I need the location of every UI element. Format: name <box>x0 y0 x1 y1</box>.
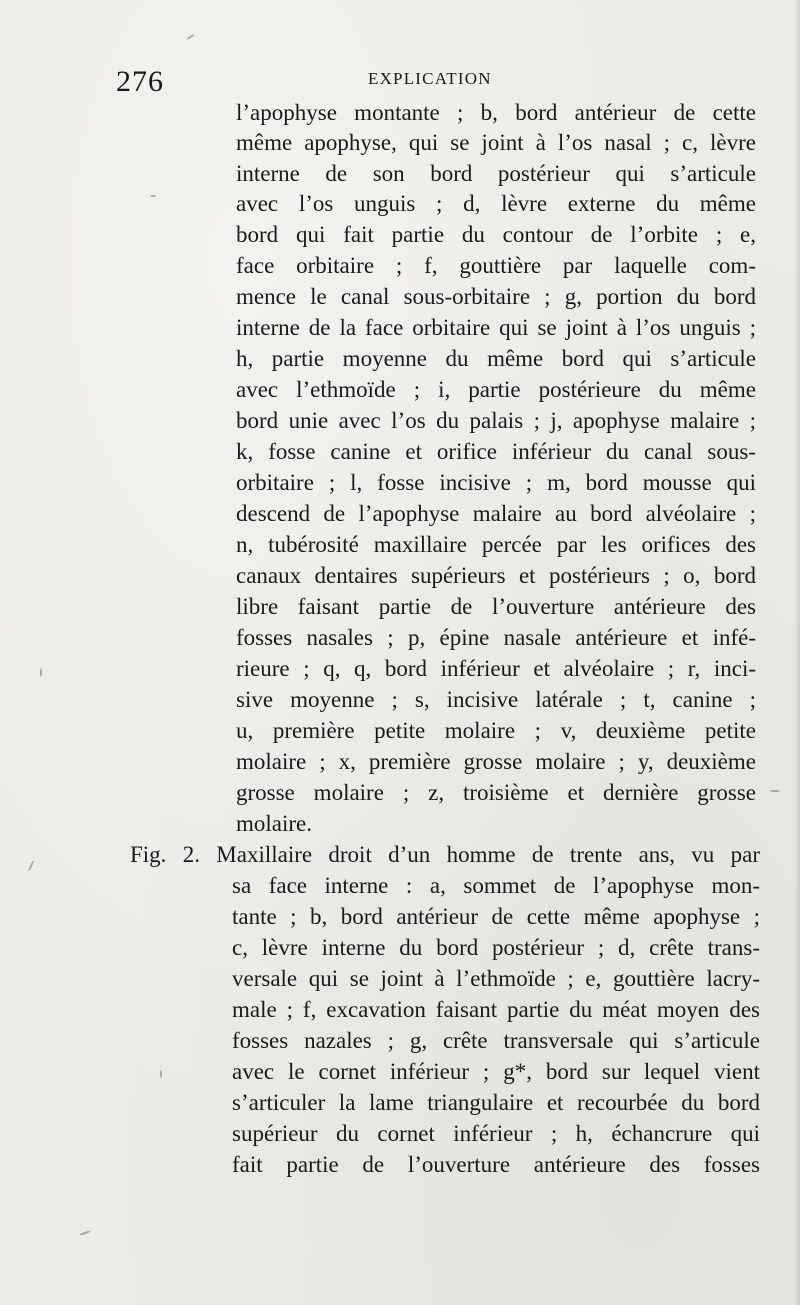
text-line: k, fosse canine et orifice inférieur du canal sous- <box>236 439 756 464</box>
paper-speck <box>79 1230 91 1236</box>
text-line: c, lèvre interne du bord postérieur ; d, crête trans- <box>232 935 760 960</box>
text-line: grosse molaire ; z, troisième et dernière grosse <box>236 780 756 805</box>
running-head: EXPLICATION <box>368 69 492 88</box>
text-line: descend de l’apophyse malaire au bord alvéolaire ; <box>236 501 756 526</box>
text-line: face orbitaire ; f, gouttière par laquelle com- <box>236 253 756 278</box>
paper-speck <box>28 860 35 872</box>
text-line: interne de la face orbitaire qui se joint à l’os unguis ; <box>236 315 756 340</box>
text-line: molaire ; x, première grosse molaire ; y, deuxième <box>236 749 756 774</box>
text-line: fait partie de l’ouverture antérieure des fosses <box>232 1152 760 1177</box>
text-line: tante ; b, bord antérieur de cette même apophyse ; <box>232 904 760 929</box>
text-line: mence le canal sous-orbitaire ; g, portion du bord <box>236 284 756 309</box>
text-line: rieure ; q, q, bord inférieur et alvéolaire ; r, inci- <box>236 656 756 681</box>
text-line: avec l’os unguis ; d, lèvre externe du même <box>236 191 756 216</box>
text-line: fosses nazales ; g, crête transversale qui s’articule <box>232 1028 760 1053</box>
text-line: sive moyenne ; s, incisive latérale ; t, canine ; <box>236 687 756 712</box>
figure-caption-line: Fig. 2. Maxillaire droit d’un homme de trente ans, vu par <box>130 842 760 867</box>
text-line: interne de son bord postérieur qui s’articule <box>236 161 756 186</box>
text-line: n, tubérosité maxillaire percée par les orifices des <box>236 532 756 557</box>
text-line: canaux dentaires supérieurs et postérieurs ; o, bord <box>236 563 756 588</box>
text-line: fosses nasales ; p, épine nasale antérieure et infé- <box>236 625 756 650</box>
text-line: h, partie moyenne du même bord qui s’articule <box>236 346 756 371</box>
paper-speck <box>770 790 780 792</box>
paper-speck <box>150 195 156 197</box>
text-line: versale qui se joint à l’ethmoïde ; e, gouttière lacry- <box>232 966 760 991</box>
paper-speck <box>40 668 42 677</box>
paper-speck <box>160 1070 162 1078</box>
page-number: 276 <box>116 65 164 98</box>
text-line: l’apophyse montante ; b, bord antérieur de cette <box>236 100 756 125</box>
text-line: bord unie avec l’os du palais ; j, apophyse malaire ; <box>236 408 756 433</box>
text-line: avec le cornet inférieur ; g*, bord sur lequel vient <box>232 1059 760 1084</box>
text-line: avec l’ethmoïde ; i, partie postérieure du même <box>236 377 756 402</box>
text-line: sa face interne : a, sommet de l’apophyse mon- <box>232 873 760 898</box>
text-line: orbitaire ; l, fosse incisive ; m, bord mousse qui <box>236 470 756 495</box>
text-line: supérieur du cornet inférieur ; h, échancrure qui <box>232 1121 760 1146</box>
text-line: molaire. <box>236 811 312 836</box>
text-line: bord qui fait partie du contour de l’orbite ; e, <box>236 222 756 247</box>
text-line: u, première petite molaire ; v, deuxième petite <box>236 718 756 743</box>
text-line: libre faisant partie de l’ouverture antérieure des <box>236 594 756 619</box>
page-edge-shadow <box>794 0 800 1305</box>
paper-speck <box>186 34 195 41</box>
text-line: même apophyse, qui se joint à l’os nasal ; c, lèvre <box>236 130 756 155</box>
text-line: male ; f, excavation faisant partie du méat moyen des <box>232 997 760 1022</box>
text-line: s’articuler la lame triangulaire et recourbée du bord <box>232 1090 760 1115</box>
